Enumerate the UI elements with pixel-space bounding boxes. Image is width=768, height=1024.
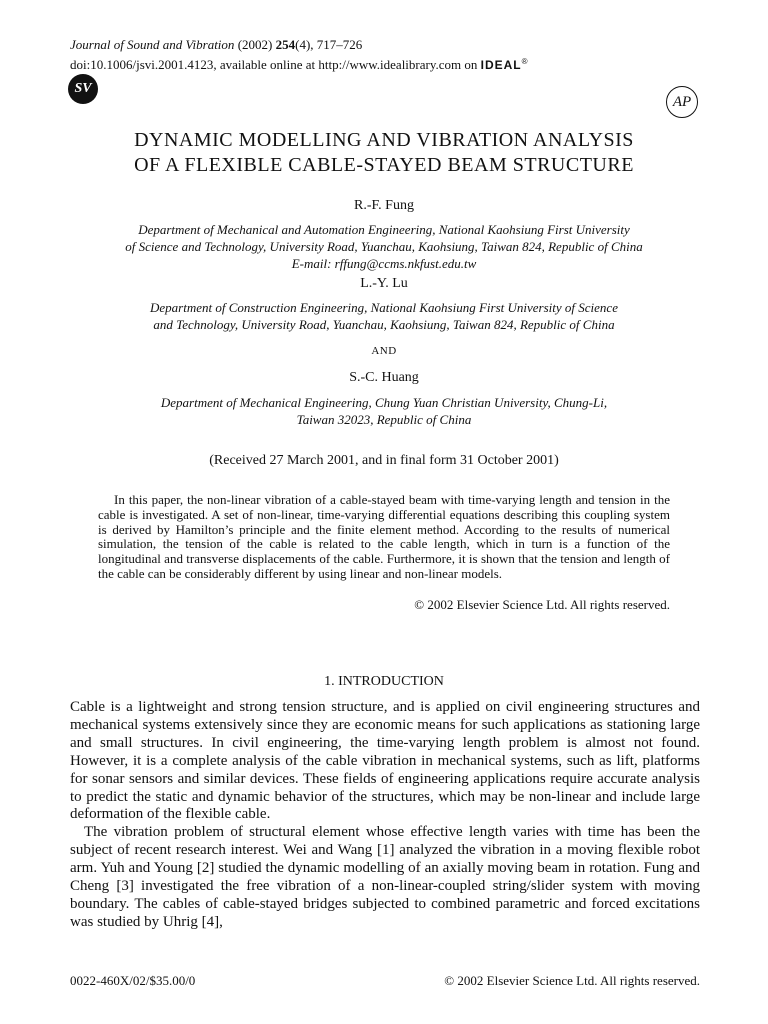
journal-header xyxy=(70,36,670,74)
abstract-copyright: © 2002 Elsevier Science Ltd. All rights reserved. xyxy=(414,597,670,612)
sv-logo-icon: SV xyxy=(68,74,98,104)
paper-title xyxy=(60,128,708,178)
footer-code: 0022-460X/02/$35.00/0 xyxy=(70,973,196,988)
ap-logo-icon: AP xyxy=(666,86,698,118)
title-line-2: OF A FLEXIBLE CABLE-STAYED BEAM STRUCTURE xyxy=(134,154,634,176)
ideal-logo: IDEAL® xyxy=(480,57,529,72)
doi-line xyxy=(70,53,670,74)
author-email[interactable]: E-mail: rffung@ccms.nkfust.edu.tw xyxy=(291,256,477,271)
section-heading: 1. INTRODUCTION xyxy=(324,674,444,689)
journal-volume: 254 xyxy=(275,37,296,52)
paragraph: The vibration problem of structural element whose effective length varies with time has been the subject of recent research interest. Wei and Wang [1] analyzed the vibration in a moving flexible robot arm. Yuh and Young [2] studied the dynamic modelling of an axially moving beam in rotation. Fung and Cheng [3] investigated the free vibration of a non-linear-coupled string/slider system with moving boundary. The cables of cable-stayed bridges subjected to combined parametric and forced excitations was studied by Uhrig [4], xyxy=(70,824,700,930)
journal-issue-pages: (4), 717–726 xyxy=(295,37,363,52)
author-affiliation-3: Department of Mechanical Engineering, Chung Yuan Christian University, Chung-Li, Taiwan 32023, Republic of China xyxy=(160,395,608,427)
abstract-text: In this paper, the non-linear vibration of a cable-stayed beam with time-varying length and tension in the cable is investigated. A set of non-linear, time-varying differential equations describing this coupling system is derived by Hamilton’s principle and the finite element method. According to the results of numerical simulation, the tension of the cable is related to the cable length, which in turn is a function of the longitudinal and transverse displacements of the cable. Furthermore, it is shown that the tension and length of the cable can be considerably different by using linear and non-linear models. xyxy=(98,492,670,581)
author-affiliation-2: Department of Construction Engineering, National Kaohsiung First University of Science and Technology, University Road, Yuanchau, Kaohsiung, Taiwan 824, Republic of China xyxy=(150,300,618,332)
author-affiliation-1: Department of Mechanical and Automation Engineering, National Kaohsiung First University of Science and Technology, University Road, Yuanchau, Kaohsiung, Taiwan 824, Republic of China E-mail: rffung@ccms.nkfust.edu.tw xyxy=(60,221,708,272)
journal-year: (2002) xyxy=(234,37,276,52)
body-text xyxy=(70,699,700,932)
author-name-3: S.-C. Huang xyxy=(349,370,419,385)
author-name-1: R.-F. Fung xyxy=(354,198,414,213)
author-name-2: L.-Y. Lu xyxy=(360,276,408,291)
journal-citation-line xyxy=(70,36,670,53)
abstract xyxy=(98,493,670,582)
and-separator: AND xyxy=(371,345,397,357)
received-dates: (Received 27 March 2001, and in final form 31 October 2001) xyxy=(209,453,559,468)
paragraph: Cable is a lightweight and strong tension structure, and is applied on civil engineering structures and mechanical systems extensively since they are economic means for such applications as stationing large and small structures. In civil engineering, the time-varying length problem is almost not found. However, it is a complete analysis of the cable vibration in mechanical systems, such as lift, platforms for sonar sensors and similar devices. These fields of engineering applications require accurate analysis to predict the static and dynamic behavior of the structures, which may be non-linear and include large deformation of the flexible cable. xyxy=(70,699,700,823)
title-line-1: DYNAMIC MODELLING AND VIBRATION ANALYSIS xyxy=(134,129,634,151)
doi-text[interactable]: doi:10.1006/jsvi.2001.4123, available online at http://www.idealibrary.com on xyxy=(70,57,478,72)
journal-name: Journal of Sound and Vibration xyxy=(70,37,235,52)
footer-copyright: © 2002 Elsevier Science Ltd. All rights reserved. xyxy=(444,973,700,988)
